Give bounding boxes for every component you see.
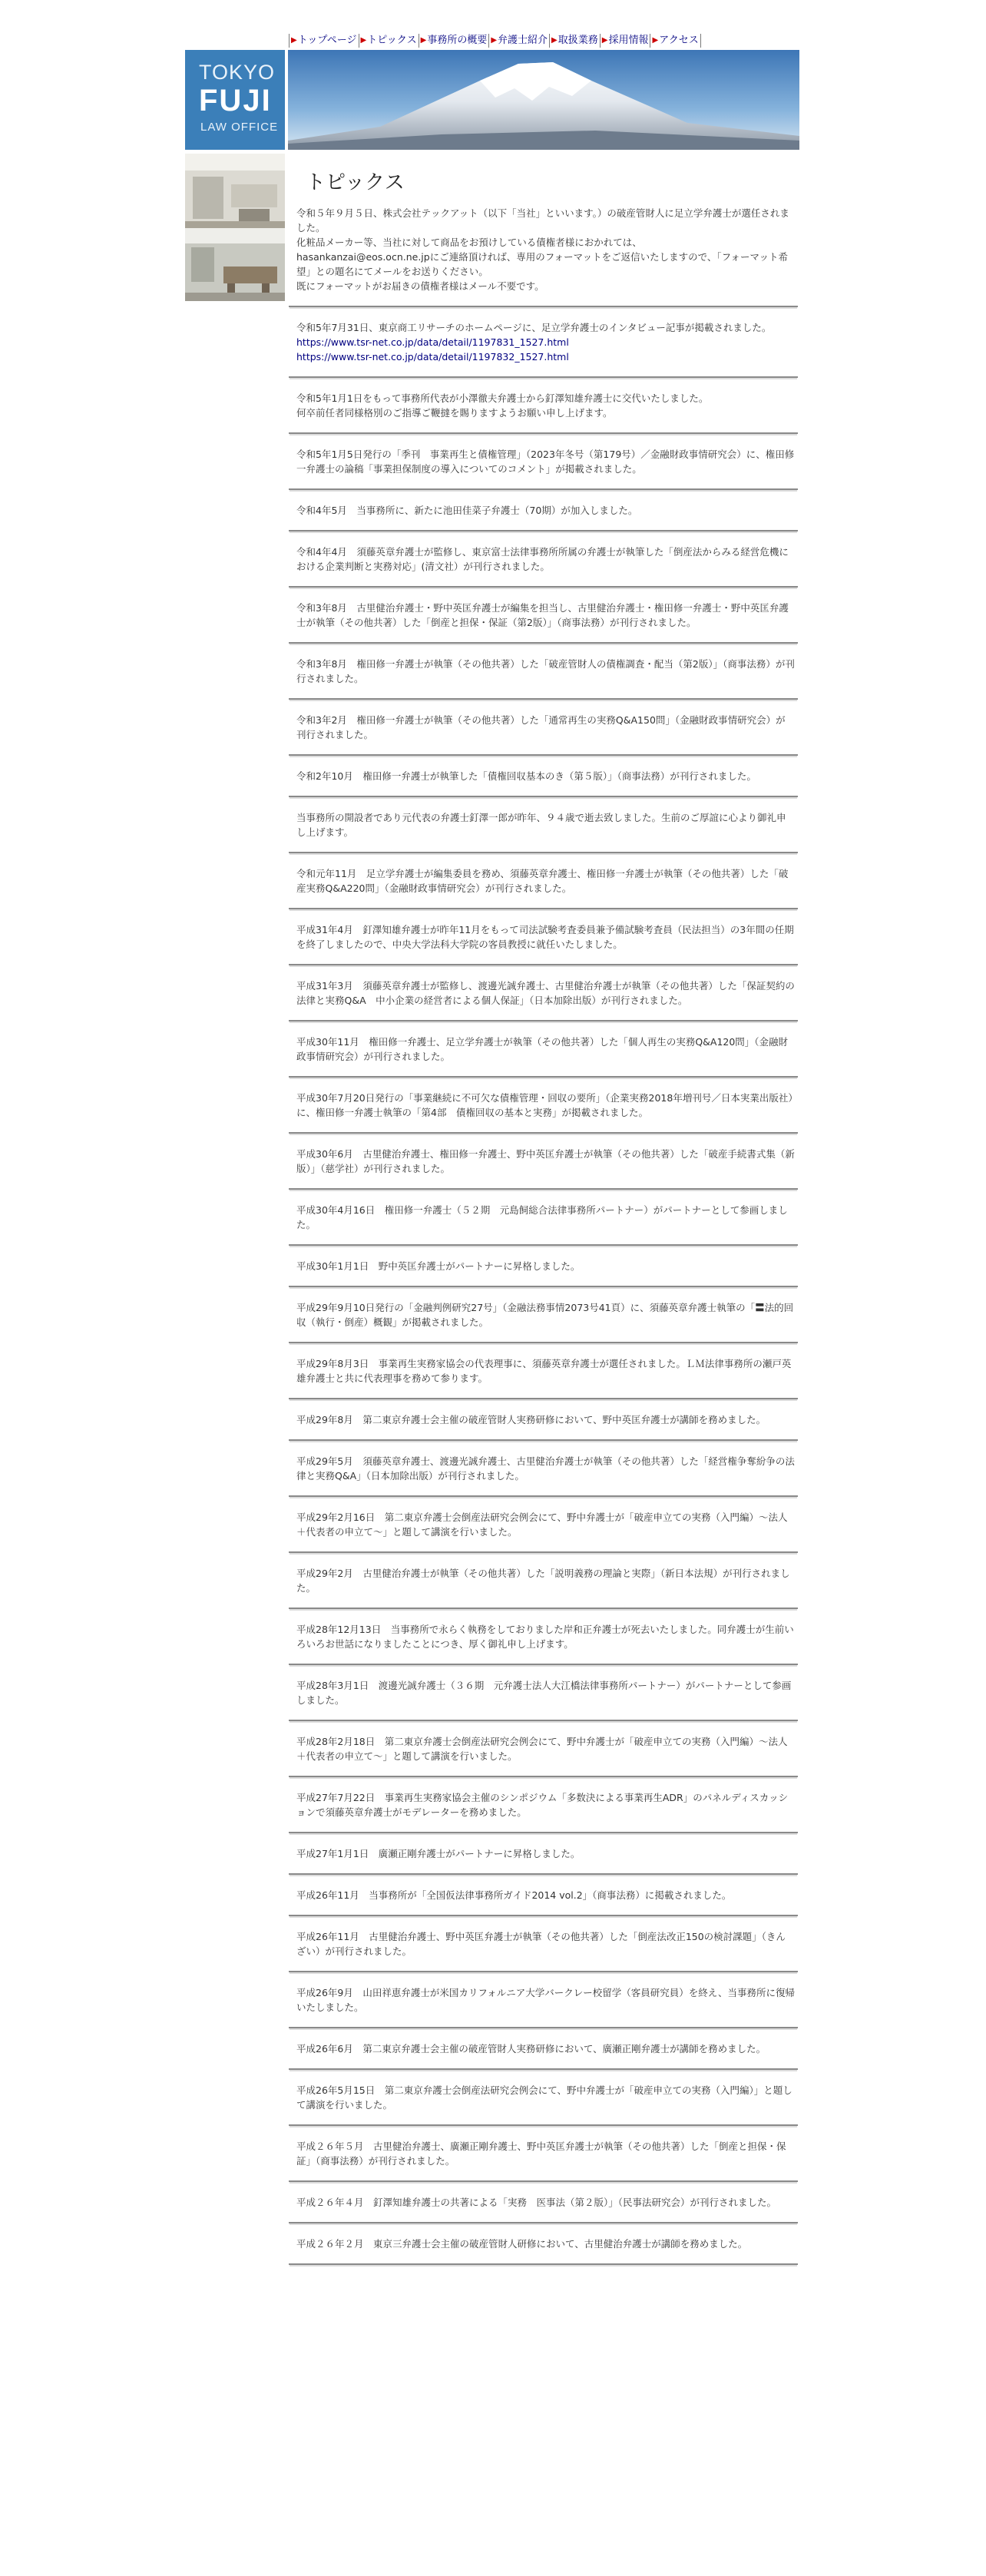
news-text: 平成26年6月 第二東京弁護士会主催の破産管財人実務研修において、廣瀬正剛弁護士が講師を務めました。 — [296, 2043, 766, 2055]
news-item — [289, 2226, 798, 2265]
header — [185, 50, 799, 150]
news-text: 平成29年8月3日 事業再生実務家協会の代表理事に、須藤英章弁護士が選任されました。ＬＭ法律事務所の瀬戸英雄弁護士と共に代表理事を務めて参ります。 — [296, 1358, 792, 1384]
nav-link-overview[interactable]: 事務所の概要 — [427, 35, 488, 46]
news-text: 令和3年2月 権田修一弁護士が執筆（その他共著）した「通常再生の実務Q&A150問」（金融財政事情研究会）が刊行されました。 — [296, 714, 786, 740]
news-text: 何卒前任者同様格別のご指導ご鞭撻を賜りますようお願い申し上げます。 — [296, 407, 613, 419]
nav-item-top[interactable] — [289, 34, 359, 48]
news-text: 平成30年4月16日 権田修一弁護士（５２期 元島飼総合法律事務所パートナー）がパートナーとして参画しました。 — [296, 1204, 788, 1230]
news-text: 令和5年7月31日、東京商工リサーチのホームページに、足立学弁護士のインタビュー記事が掲載されました。 — [296, 322, 772, 333]
news-text: 平成28年3月1日 渡邊光誠弁護士（３６期 元弁護士法人大江橋法律事務所パートナー）がパートナーとして参画しました。 — [296, 1680, 792, 1706]
news-item — [289, 646, 798, 700]
news-text: 平成27年7月22日 事業再生実務家協会主催のシンポジウム「多数決による事業再生ADR」のパネルディスカッションで須藤英章弁護士がモデレーターを務めました。 — [296, 1792, 789, 1818]
news-item — [289, 1555, 798, 1609]
news-text: 平成26年11月 古里健治弁護士、野中英匡弁護士が執筆（その他共著）した「倒産法改正150の検討課題」（きんざい）が刊行されました。 — [296, 1931, 786, 1957]
news-text: 平成29年2月16日 第二東京弁護士会倒産法研究会例会にて、野中弁護士が「破産申立ての実務（入門編）～法人＋代表者の申立て～」と題して講演を行いました。 — [296, 1511, 788, 1538]
news-item — [289, 1780, 798, 1833]
news-item — [289, 800, 798, 853]
news-text: 令和3年8月 権田修一弁護士が執筆（その他共著）した「破産管財人の債権調査・配当（第2版）」（商事法務）が刊行されました。 — [296, 658, 795, 684]
nav-link-practice[interactable]: 取扱業務 — [558, 35, 598, 46]
nav-link-topics[interactable]: トピックス — [367, 35, 417, 46]
nav-item-topics[interactable] — [359, 34, 419, 48]
mount-fuji-banner — [288, 50, 799, 150]
news-text: 平成30年6月 古里健治弁護士、権田修一弁護士、野中英匡弁護士が執筆（その他共著）した「破産手続書式集（新版）」（慈学社）が刊行されました。 — [296, 1148, 795, 1174]
news-link[interactable]: https://www.tsr-net.co.jp/data/detail/1197832_1527.html — [296, 351, 569, 363]
nav-list — [289, 34, 701, 48]
news-text: 化粧品メーカー等、当社に対して商品をお預けしている債権者様におかれては、 — [296, 237, 642, 248]
news-item — [289, 590, 798, 644]
news-item — [289, 1975, 798, 2028]
news-text: 平成27年1月1日 廣瀬正剛弁護士がパートナーに昇格しました。 — [296, 1848, 581, 1859]
news-item — [289, 1836, 798, 1875]
nav-link-access[interactable]: アクセス — [659, 35, 699, 46]
news-item — [289, 1080, 798, 1134]
site-logo[interactable] — [185, 50, 285, 150]
meeting-room-illustration — [185, 228, 285, 301]
news-text: 令和5年1月5日発行の「季刊 事業再生と債権管理」（2023年冬号（第179号）／金融財政事情研究会）に、権田修一弁護士の論稿「事業担保制度の導入についてのコメント」が掲載されました。 — [296, 449, 795, 475]
news-item — [289, 1611, 798, 1665]
arrow-right-icon: ▶ — [551, 36, 558, 45]
news-text: 令和5年1月1日をもって事務所代表が小澤徹夫弁護士から釘澤知雄弁護士に交代いたしました。 — [296, 392, 709, 404]
news-item — [289, 2031, 798, 2070]
news-item — [289, 203, 798, 307]
news-item — [289, 2128, 798, 2182]
news-item — [289, 2072, 798, 2126]
news-item — [289, 968, 798, 1021]
page-wrapper — [185, 0, 799, 2250]
news-text: 令和元年11月 足立学弁護士が編集委員を務め、須藤英章弁護士、権田修一弁護士が執筆（その他共著）した「破産実務Q&A220問」（金融財政事情研究会）が刊行されました。 — [296, 868, 789, 894]
logo-line-law-office: LAW OFFICE — [200, 121, 279, 134]
news-item — [289, 492, 798, 531]
news-text: 平成２６年２月 東京三弁護士会主催の破産管財人研修において、古里健治弁護士が講師を務めました。 — [296, 2238, 748, 2250]
news-item — [289, 1192, 798, 1246]
news-text: 平成30年11月 権田修一弁護士、足立学弁護士が執筆（その他共著）した「個人再生の実務Q&A120問」（金融財政事情研究会）が刊行されました。 — [296, 1036, 789, 1062]
news-item — [289, 1346, 798, 1399]
arrow-right-icon: ▶ — [652, 36, 659, 45]
news-item — [289, 1290, 798, 1343]
nav-item-overview[interactable] — [419, 34, 489, 48]
news-text: 令和５年９月５日、株式会社テックアット（以下「当社」といいます。）の破産管財人に足立学弁護士が選任されました。 — [296, 207, 789, 233]
news-text: 平成26年11月 当事務所が「全国仮法律事務所ガイド2014 vol.2」（商事法務）に掲載されました。 — [296, 1889, 732, 1901]
news-item — [289, 1667, 798, 1721]
news-text: 令和3年8月 古里健治弁護士・野中英匡弁護士が編集を担当し、古里健治弁護士・権田修一弁護士・野中英匡弁護士が執筆（その他共著）した「倒産と担保・保証（第2版）」（商事法務）が刊行されました。 — [296, 602, 789, 628]
news-item — [289, 534, 798, 588]
news-item — [289, 380, 798, 434]
logo-line-tokyo: TOKYO — [199, 61, 276, 84]
news-item — [289, 1443, 798, 1497]
news-text: 平成26年9月 山田祥恵弁護士が米国カリフォルニア大学バークレー校留学（客員研究員）を終え、当事務所に復帰いたしました。 — [296, 1987, 795, 2013]
news-link[interactable]: https://www.tsr-net.co.jp/data/detail/1197831_1527.html — [296, 336, 569, 348]
news-item — [289, 1024, 798, 1078]
news-item — [289, 436, 798, 490]
news-text: 令和4年4月 須藤英章弁護士が監修し、東京富士法律事務所所属の弁護士が執筆した「倒産法からみる経営危機における企業判断と実務対応」(清文社）が刊行されました。 — [296, 546, 789, 572]
news-item — [289, 1136, 798, 1190]
news-text: 当事務所の開設者であり元代表の弁護士釘澤一郎が昨年、９４歳で逝去致しました。生前のご厚誼に心より御礼申し上げます。 — [296, 812, 786, 838]
news-text: 平成26年5月15日 第二東京弁護士会倒産法研究会例会にて、野中弁護士が「破産申立ての実務（入門編）」と題して講演を行いました。 — [296, 2084, 792, 2111]
main-content — [289, 157, 798, 2267]
logo-line-fuji: FUJI — [199, 84, 272, 118]
news-text: 既にフォーマットがお届きの債権者様はメール不要です。 — [296, 280, 544, 292]
news-text: 平成28年2月18日 第二東京弁護士会倒産法研究会例会にて、野中弁護士が「破産申立ての実務（入門編）～法人＋代表者の申立て～」と題して講演を行いました。 — [296, 1736, 788, 1762]
news-item — [289, 2184, 798, 2223]
news-item — [289, 1248, 798, 1287]
news-text: 平成２６年４月 釘澤知雄弁護士の共著による「実務 医事法（第２版）」（民事法研究会）が刊行されました。 — [296, 2197, 777, 2208]
nav-item-access[interactable] — [650, 34, 700, 48]
nav-link-lawyers[interactable]: 弁護士紹介 — [498, 35, 548, 46]
news-item — [289, 1402, 798, 1441]
office-photo-meeting-room — [185, 228, 285, 301]
news-text: 平成30年1月1日 野中英匡弁護士がパートナーに昇格しました。 — [296, 1260, 581, 1272]
office-photo-reception — [185, 154, 285, 228]
news-text: 平成29年5月 須藤英章弁護士、渡邊光誠弁護士、古里健治弁護士が執筆（その他共著）した「経営権争奪紛争の法律と実務Q&A」（日本加除出版）が刊行されました。 — [296, 1455, 795, 1482]
news-list — [289, 203, 798, 2265]
top-nav — [185, 0, 799, 50]
office-photo-illustration — [185, 154, 285, 228]
news-text: 平成30年7月20日発行の「事業継続に不可欠な債権管理・回収の要所」（企業実務2018年増刊号／日本実業出版社）に、権田修一弁護士執筆の「第4部 債権回収の基本と実務」が掲載されました。 — [296, 1092, 793, 1118]
arrow-right-icon: ▶ — [420, 36, 427, 45]
arrow-right-icon: ▶ — [291, 36, 297, 45]
news-item — [289, 1499, 798, 1553]
nav-item-practice[interactable] — [549, 34, 600, 48]
news-text: 令和2年10月 権田修一弁護士が執筆した「債権回収基本のき（第５版）」（商事法務）が刊行されました。 — [296, 770, 756, 782]
news-text: 平成29年9月10日発行の「金融判例研究27号」（金融法務事情2073号41頁）に、須藤英章弁護士執筆の「〓法的回収（執行・倒産）概観」が掲載されました。 — [296, 1302, 794, 1328]
news-item — [289, 912, 798, 965]
nav-link-recruit[interactable]: 採用情報 — [608, 35, 649, 46]
arrow-right-icon: ▶ — [601, 36, 608, 45]
news-item — [289, 758, 798, 797]
news-text: 令和4年5月 当事務所に、新たに池田佳菜子弁護士（70期）が加入しました。 — [296, 505, 638, 516]
news-item — [289, 702, 798, 756]
news-text: hasankanzai@eos.ocn.ne.jpにご連絡頂ければ、専用のフォーマットをご返信いたしますので、「フォーマット希望」との題名にてメールをお送りください。 — [296, 251, 788, 277]
news-item — [289, 856, 798, 909]
mountain-illustration — [288, 50, 799, 150]
news-item — [289, 1919, 798, 1972]
nav-link-top[interactable]: トップページ — [297, 35, 357, 46]
page-title: トピックス — [306, 171, 405, 194]
news-item — [289, 1723, 798, 1777]
news-text: 平成29年8月 第二東京弁護士会主催の破産管財人実務研修において、野中英匡弁護士が講師を務めました。 — [296, 1414, 766, 1425]
nav-item-recruit[interactable] — [600, 34, 650, 48]
news-text: 平成31年4月 釘澤知雄弁護士が昨年11月をもって司法試験考査委員兼予備試験考査員（民法担当）の3年間の任期を終了しましたので、中央大学法科大学院の客員教授に就任いたしました。 — [296, 924, 794, 950]
news-text: 平成２６年５月 古里健治弁護士、廣瀬正剛弁護士、野中英匡弁護士が執筆（その他共著）した「倒産と担保・保証」（商事法務）が刊行されました。 — [296, 2141, 786, 2167]
nav-item-lawyers[interactable] — [488, 34, 549, 48]
arrow-right-icon: ▶ — [360, 36, 367, 45]
news-item — [289, 1877, 798, 1916]
news-text: 平成28年12月13日 当事務所で永らく執務をしておりました岸和正弁護士が死去いたしました。同弁護士が生前いろいろお世話になりましたことにつき、厚く御礼申し上げます。 — [296, 1624, 794, 1650]
news-text: 平成29年2月 古里健治弁護士が執筆（その他共著）した「説明義務の理論と実際」（新日本法規）が刊行されました。 — [296, 1568, 790, 1594]
news-item — [289, 310, 798, 378]
arrow-right-icon: ▶ — [491, 36, 498, 45]
news-text: 平成31年3月 須藤英章弁護士が監修し、渡邊光誠弁護士、古里健治弁護士が執筆（その他共著）した「保証契約の法律と実務Q&A 中小企業の経営者による個人保証」（日本加除出版）が刊行されました。 — [296, 980, 795, 1006]
